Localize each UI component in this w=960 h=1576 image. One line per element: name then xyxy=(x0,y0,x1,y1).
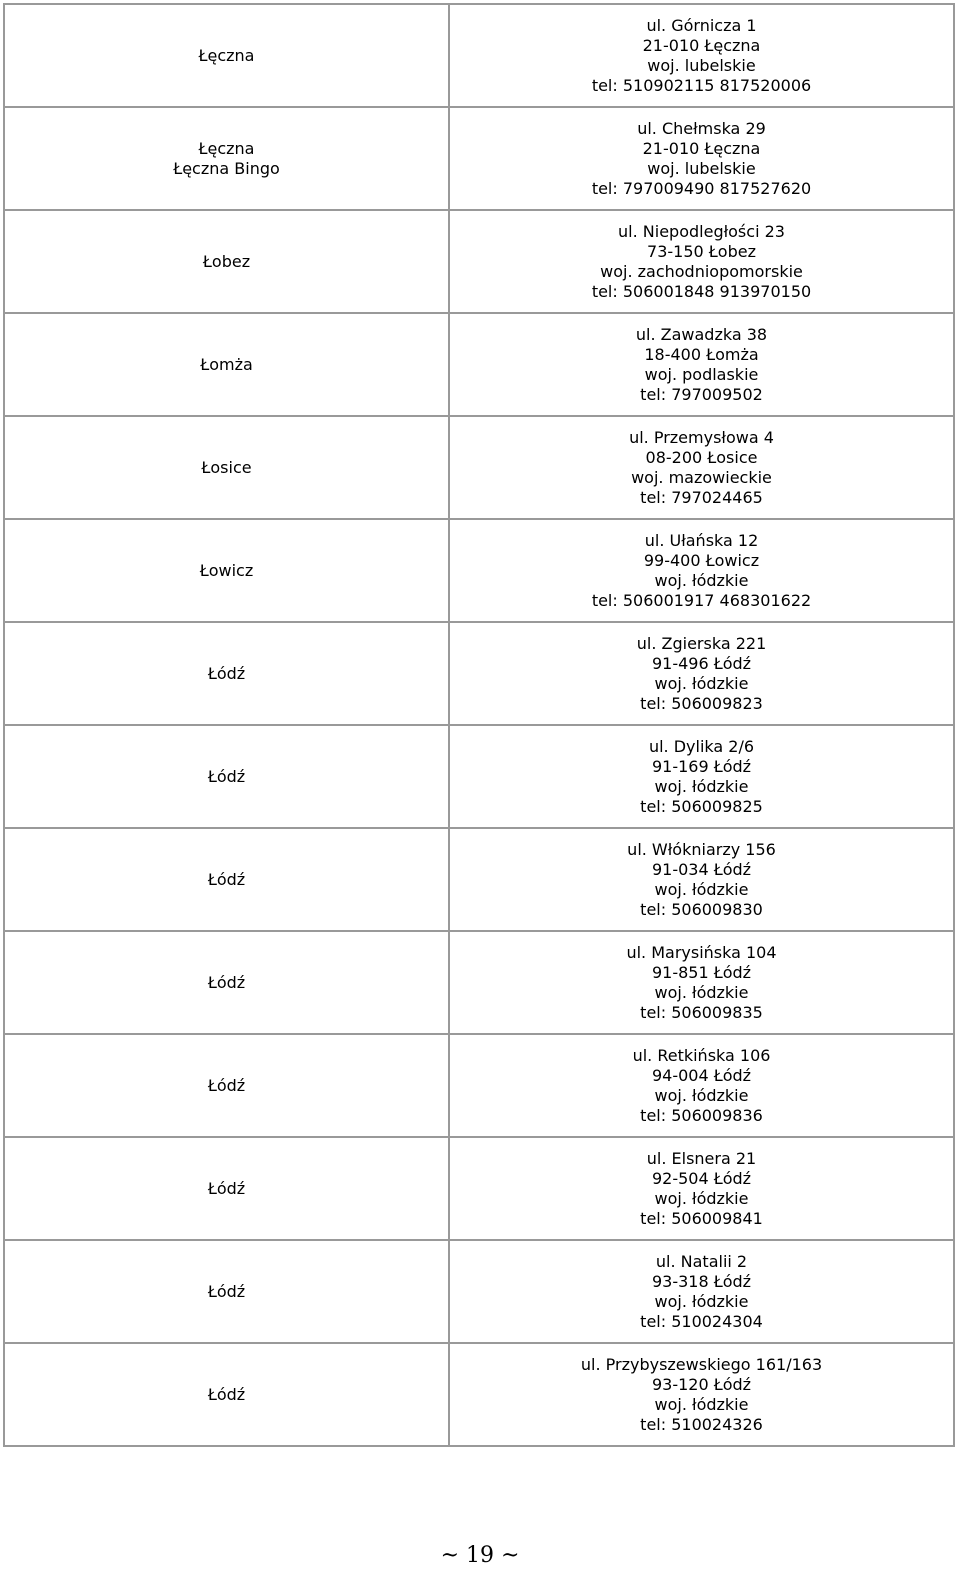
postal-code-line: 91-496 Łódź xyxy=(651,653,752,673)
address-cell xyxy=(449,107,954,210)
phone-line: tel: 506001917 468301622 xyxy=(591,590,812,610)
voivodeship-line: woj. łódzkie xyxy=(654,1188,749,1208)
city-name: Łódź xyxy=(207,1281,246,1301)
address-cell xyxy=(449,1137,954,1240)
street-line: ul. Zawadzka 38 xyxy=(635,324,768,344)
street-line: ul. Marysińska 104 xyxy=(626,942,777,962)
phone-line: tel: 506009825 xyxy=(640,796,763,816)
table-row xyxy=(4,107,954,210)
city-cell xyxy=(4,107,449,210)
voivodeship-line: woj. łódzkie xyxy=(654,879,749,899)
directory-table-body xyxy=(4,4,954,1446)
phone-line: tel: 510024304 xyxy=(640,1311,763,1331)
voivodeship-line: woj. podlaskie xyxy=(644,364,759,384)
city-name: Łęczna xyxy=(198,45,255,65)
address-cell xyxy=(449,1343,954,1446)
directory-table-container xyxy=(3,3,953,1447)
table-row xyxy=(4,1137,954,1240)
voivodeship-line: woj. łódzkie xyxy=(654,982,749,1002)
voivodeship-line: woj. łódzkie xyxy=(654,1394,749,1414)
city-cell xyxy=(4,313,449,416)
postal-code-line: 91-169 Łódź xyxy=(651,756,752,776)
city-name: Łódź xyxy=(207,663,246,683)
voivodeship-line: woj. łódzkie xyxy=(654,570,749,590)
table-row xyxy=(4,622,954,725)
voivodeship-line: woj. lubelskie xyxy=(647,55,756,75)
table-row xyxy=(4,1343,954,1446)
table-row xyxy=(4,1240,954,1343)
address-cell xyxy=(449,210,954,313)
phone-line: tel: 506009841 xyxy=(640,1208,763,1228)
table-row xyxy=(4,519,954,622)
city-name: Łosice xyxy=(201,457,252,477)
city-name: Łowicz xyxy=(199,560,254,580)
address-cell xyxy=(449,1034,954,1137)
street-line: ul. Chełmska 29 xyxy=(637,118,766,138)
city-name: Łomża xyxy=(200,354,253,374)
voivodeship-line: woj. zachodniopomorskie xyxy=(600,261,803,281)
voivodeship-line: woj. mazowieckie xyxy=(631,467,772,487)
postal-code-line: 93-318 Łódź xyxy=(651,1271,752,1291)
phone-line: tel: 506009823 xyxy=(640,693,763,713)
postal-code-line: 21-010 Łęczna xyxy=(642,35,761,55)
phone-line: tel: 506001848 913970150 xyxy=(591,281,812,301)
city-name: Łódź xyxy=(207,972,246,992)
city-cell xyxy=(4,1343,449,1446)
city-name: Łódź xyxy=(207,869,246,889)
postal-code-line: 93-120 Łódź xyxy=(651,1374,752,1394)
street-line: ul. Natalii 2 xyxy=(655,1251,748,1271)
city-cell xyxy=(4,416,449,519)
street-line: ul. Elsnera 21 xyxy=(646,1148,757,1168)
phone-line: tel: 797024465 xyxy=(640,487,763,507)
postal-code-line: 94-004 Łódź xyxy=(651,1065,752,1085)
city-cell xyxy=(4,519,449,622)
address-cell xyxy=(449,1240,954,1343)
postal-code-line: 08-200 Łosice xyxy=(645,447,758,467)
table-row xyxy=(4,210,954,313)
city-name: Łódź xyxy=(207,1384,246,1404)
postal-code-line: 18-400 Łomża xyxy=(644,344,759,364)
city-cell xyxy=(4,210,449,313)
directory-table xyxy=(3,3,955,1447)
phone-line: tel: 510902115 817520006 xyxy=(591,75,812,95)
address-cell xyxy=(449,4,954,107)
street-line: ul. Górnicza 1 xyxy=(646,15,757,35)
address-cell xyxy=(449,725,954,828)
phone-line: tel: 506009830 xyxy=(640,899,763,919)
table-row xyxy=(4,313,954,416)
city-name: Łęczna xyxy=(198,138,255,158)
street-line: ul. Zgierska 221 xyxy=(636,633,767,653)
voivodeship-line: woj. łódzkie xyxy=(654,1291,749,1311)
phone-line: tel: 797009502 xyxy=(640,384,763,404)
phone-line: tel: 506009835 xyxy=(640,1002,763,1022)
voivodeship-line: woj. lubelskie xyxy=(647,158,756,178)
address-cell xyxy=(449,622,954,725)
table-row xyxy=(4,725,954,828)
street-line: ul. Ułańska 12 xyxy=(644,530,759,550)
city-name: Łobez xyxy=(202,251,251,271)
address-cell xyxy=(449,519,954,622)
voivodeship-line: woj. łódzkie xyxy=(654,776,749,796)
postal-code-line: 91-851 Łódź xyxy=(651,962,752,982)
city-cell xyxy=(4,1034,449,1137)
city-name: Łódź xyxy=(207,1075,246,1095)
postal-code-line: 73-150 Łobez xyxy=(647,241,756,261)
street-line: ul. Przemysłowa 4 xyxy=(629,427,774,447)
table-row xyxy=(4,828,954,931)
voivodeship-line: woj. łódzkie xyxy=(654,673,749,693)
city-name: Łódź xyxy=(207,766,246,786)
page-number: ~ 19 ~ xyxy=(440,1543,520,1568)
city-name: Łódź xyxy=(207,1178,246,1198)
city-cell xyxy=(4,4,449,107)
table-row xyxy=(4,416,954,519)
street-line: ul. Retkińska 106 xyxy=(632,1045,771,1065)
street-line: ul. Dylika 2/6 xyxy=(648,736,755,756)
city-cell xyxy=(4,1240,449,1343)
street-line: ul. Włókniarzy 156 xyxy=(627,839,776,859)
postal-code-line: 92-504 Łódź xyxy=(651,1168,752,1188)
street-line: ul. Niepodległości 23 xyxy=(618,221,785,241)
postal-code-line: 99-400 Łowicz xyxy=(643,550,760,570)
street-line: ul. Przybyszewskiego 161/163 xyxy=(580,1354,823,1374)
city-cell xyxy=(4,725,449,828)
city-cell xyxy=(4,828,449,931)
address-cell xyxy=(449,931,954,1034)
phone-line: tel: 510024326 xyxy=(640,1414,763,1434)
phone-line: tel: 797009490 817527620 xyxy=(591,178,812,198)
city-cell xyxy=(4,1137,449,1240)
address-cell xyxy=(449,313,954,416)
address-cell xyxy=(449,416,954,519)
table-row xyxy=(4,1034,954,1137)
table-row xyxy=(4,931,954,1034)
postal-code-line: 21-010 Łęczna xyxy=(642,138,761,158)
city-cell xyxy=(4,931,449,1034)
postal-code-line: 91-034 Łódź xyxy=(651,859,752,879)
city-cell xyxy=(4,622,449,725)
table-row xyxy=(4,4,954,107)
phone-line: tel: 506009836 xyxy=(640,1105,763,1125)
voivodeship-line: woj. łódzkie xyxy=(654,1085,749,1105)
address-cell xyxy=(449,828,954,931)
city-name: Łęczna Bingo xyxy=(173,158,280,178)
